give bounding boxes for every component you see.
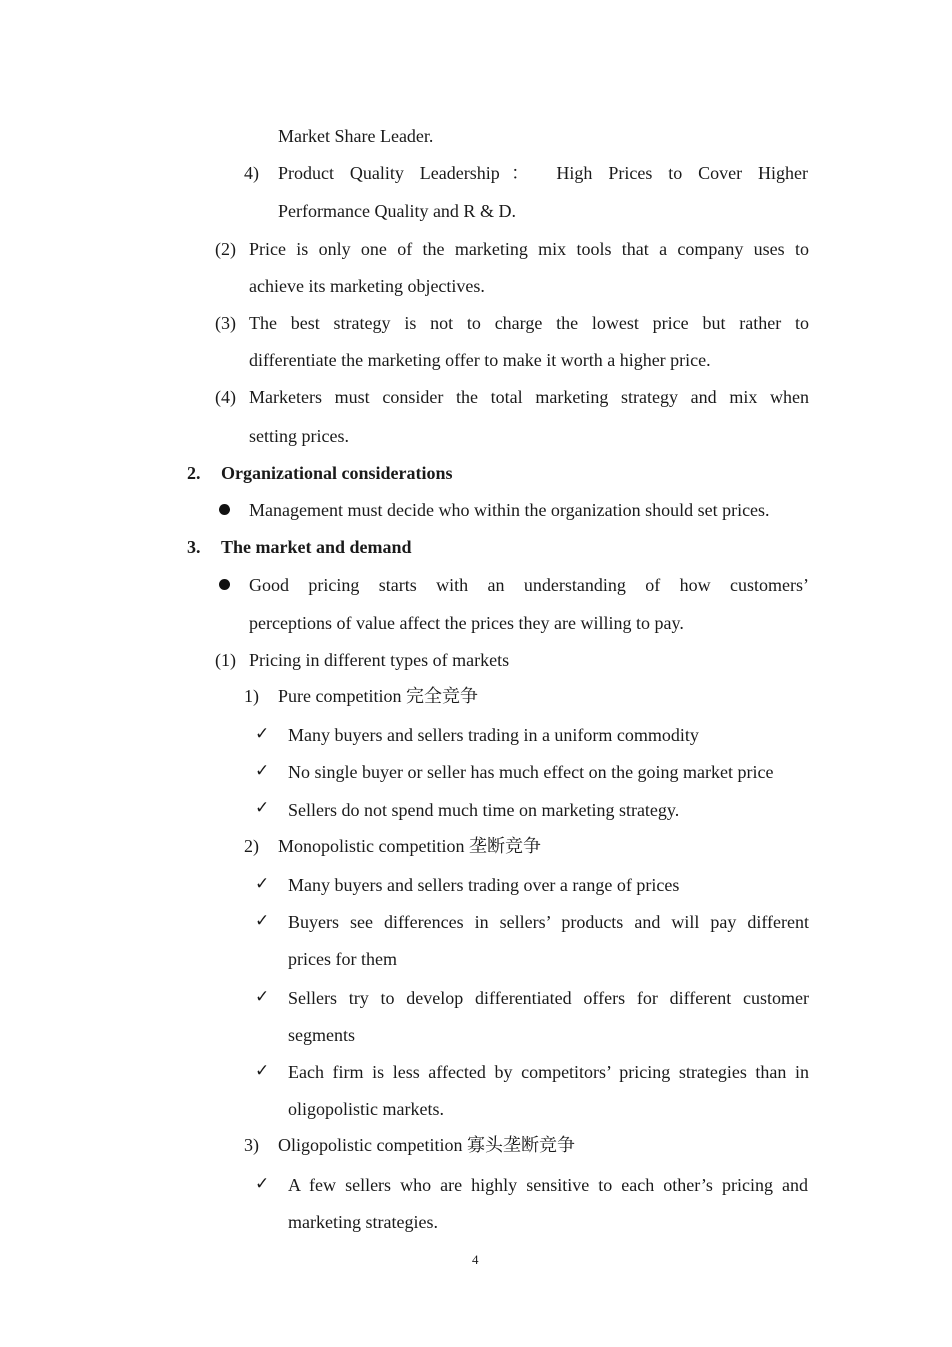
text-line: Pricing in different types of markets bbox=[249, 650, 510, 670]
text-line: Sellers do not spend much time on marketing strategy. bbox=[288, 800, 680, 820]
text-line: Buyers see differences in sellers’ products and will pay different bbox=[288, 912, 809, 932]
text-line: achieve its marketing objectives. bbox=[249, 276, 485, 296]
checkmark-icon: ✓ bbox=[255, 1174, 270, 1194]
bullet-icon bbox=[219, 504, 230, 515]
checkmark-icon: ✓ bbox=[255, 1061, 270, 1081]
list-marker: 2) bbox=[244, 836, 259, 856]
text-line: setting prices. bbox=[249, 426, 349, 446]
text-line: oligopolistic markets. bbox=[288, 1099, 444, 1119]
section-heading: Organizational considerations bbox=[221, 463, 453, 483]
text-line: prices for them bbox=[288, 949, 397, 969]
list-marker: (3) bbox=[215, 313, 236, 333]
checkmark-icon: ✓ bbox=[255, 987, 270, 1007]
text-line: Market Share Leader. bbox=[278, 126, 434, 146]
text-line: differentiate the marketing offer to make it worth a higher price. bbox=[249, 350, 711, 370]
text-line: marketing strategies. bbox=[288, 1212, 438, 1232]
list-marker: 3) bbox=[244, 1135, 259, 1155]
text-line: Many buyers and sellers trading in a uniform commodity bbox=[288, 725, 699, 745]
text-line: segments bbox=[288, 1025, 355, 1045]
section-number: 2. bbox=[187, 463, 201, 483]
text-line: Many buyers and sellers trading over a range of prices bbox=[288, 875, 680, 895]
list-marker: (2) bbox=[215, 239, 236, 259]
text-line: The best strategy is not to charge the lowest price but rather to bbox=[249, 313, 809, 333]
checkmark-icon: ✓ bbox=[255, 874, 270, 894]
bullet-icon bbox=[219, 579, 230, 590]
text-line: perceptions of value affect the prices they are willing to pay. bbox=[249, 613, 684, 633]
checkmark-icon: ✓ bbox=[255, 724, 270, 744]
list-marker: (1) bbox=[215, 650, 236, 670]
list-marker: 4) bbox=[244, 163, 259, 183]
subheading: Oligopolistic competition 寡头垄断竞争 bbox=[278, 1135, 575, 1155]
checkmark-icon: ✓ bbox=[255, 798, 270, 818]
section-number: 3. bbox=[187, 537, 201, 557]
list-marker: 1) bbox=[244, 686, 259, 706]
text-line: Each firm is less affected by competitors’ pricing strategies than in bbox=[288, 1062, 809, 1082]
text-line: Good pricing starts with an understanding of how customers’ bbox=[249, 575, 809, 595]
subheading: Pure competition 完全竞争 bbox=[278, 686, 478, 706]
text-line: Marketers must consider the total marketing strategy and mix when bbox=[249, 387, 809, 407]
text-line: Sellers try to develop differentiated offers for different customer bbox=[288, 988, 809, 1008]
text-line: Product Quality Leadership： High Prices to Cover Higher bbox=[278, 163, 808, 183]
section-heading: The market and demand bbox=[221, 537, 412, 557]
text-line: A few sellers who are highly sensitive to each other’s pricing and bbox=[288, 1175, 808, 1195]
text-line: Management must decide who within the organization should set prices. bbox=[249, 500, 770, 520]
subheading: Monopolistic competition 垄断竞争 bbox=[278, 836, 541, 856]
text-line: Price is only one of the marketing mix tools that a company uses to bbox=[249, 239, 809, 259]
page-number: 4 bbox=[472, 1252, 479, 1267]
checkmark-icon: ✓ bbox=[255, 761, 270, 781]
text-line: Performance Quality and R & D. bbox=[278, 201, 516, 221]
text-line: No single buyer or seller has much effect on the going market price bbox=[288, 762, 774, 782]
list-marker: (4) bbox=[215, 387, 236, 407]
checkmark-icon: ✓ bbox=[255, 911, 270, 931]
